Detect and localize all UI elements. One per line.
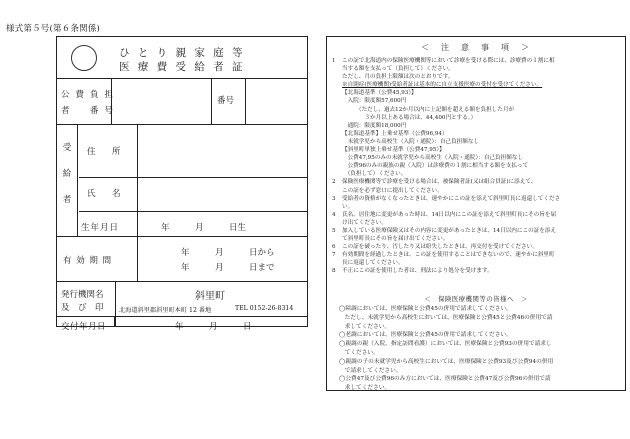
divider — [111, 79, 112, 124]
note-line: 公費47,95のみの未就学児から高校生（入院・通院）：自己負担額なし — [342, 155, 524, 162]
divider — [137, 125, 138, 236]
note-line: 加入している医療保険又はその内容に変更があったときは、14日以内にこの証を添え — [342, 227, 557, 234]
section2-line: ただし、未就学児から高校生においては、医療保険と公費45と公費46の併用で請 — [339, 314, 553, 321]
section2-line: ◯障調においては、医療保険と公費45の併用で請求してください。 — [339, 306, 512, 312]
recipient-row — [57, 125, 307, 237]
recipient-certificate-card — [56, 36, 308, 332]
note-line: ※自閉症(医療機関)受給者証は基本的に自立支援医療の受付を受けてください。 — [342, 82, 543, 89]
note-line: 未就学児から高校生（入院・通院）：自己負担額なし — [342, 138, 480, 145]
note-item — [332, 89, 621, 178]
issuer-label: 発行機関名 — [61, 290, 104, 300]
title-row — [57, 37, 307, 79]
notes-list — [332, 57, 621, 276]
medical-institutions-notes — [339, 305, 621, 393]
note-line: この証を破ったり、汚したり又は紛失したときは、再交付を受けてください。 — [342, 244, 538, 251]
note-item — [332, 243, 621, 251]
section2-line: ◯親調の子の未就学児から高校生においては、医療保険と公費93及び公費94の併用 — [339, 358, 554, 365]
note-item — [332, 267, 621, 275]
note-item — [332, 211, 621, 227]
name-label: 氏 名 — [87, 189, 125, 199]
note-number: 8 — [332, 268, 336, 275]
divider — [79, 211, 307, 212]
note-line: （負担して）ください。 — [342, 171, 407, 178]
note-number: 3 — [332, 195, 336, 202]
payer-number-row — [57, 79, 307, 125]
note-line: この証で北海道内の保険医療機関等において診療を受ける際には、診療費の１割に相 — [342, 58, 555, 64]
divider — [114, 316, 115, 327]
note-line: 不正にこの証を使用した者は、刑法により処分を受けます。 — [342, 268, 493, 275]
note-line: 【北海道基準】上乗せ基準（公費96,94） — [342, 130, 448, 137]
issuer-tel: TEL 0152-26-8314 — [235, 305, 294, 312]
note-item — [332, 178, 621, 194]
issuer-name: 斜里町 — [195, 291, 225, 302]
note-line: 入院：限度額57,600円 — [342, 98, 407, 105]
section2-line: 求してください。 — [339, 323, 391, 330]
note-item — [332, 57, 621, 81]
section2-line: で請求してください。 — [339, 367, 402, 374]
note-line: 受給者の資格がなくなったときは、速やかにこの証を添えて斜里町長に返還してくださ — [342, 195, 561, 202]
note-number: 1 — [332, 58, 336, 64]
note-number: 7 — [332, 252, 336, 259]
note-line: 長に返還してください。 — [342, 260, 404, 267]
note-line: 当する額を支払って（負担して）ください。 — [342, 66, 454, 73]
validity-from: 年 月 日から — [181, 248, 275, 258]
note-item — [332, 81, 621, 89]
note-item — [332, 227, 621, 243]
section2-line: 求してください。 — [339, 385, 391, 392]
divider — [77, 125, 78, 236]
birthdate-value: 年 月 日生 — [161, 223, 247, 233]
address-label: 住 所 — [87, 147, 125, 157]
notes-title: ＜ 注 意 事 項 ＞ — [421, 43, 531, 52]
validity-to: 年 月 日まで — [181, 263, 275, 273]
medical-institutions-title: ＜ 保険医療機関等の皆様へ ＞ — [424, 295, 528, 303]
note-line: て斜里町長にその旨を届け出てください。 — [342, 236, 449, 243]
note-number: 5 — [332, 227, 336, 234]
birthdate-label: 生年月日 — [81, 223, 120, 233]
recipient-label: 受給者 — [62, 143, 72, 205]
divider — [211, 79, 212, 124]
note-line: 氏名、居住地に変更があった時は、14日以内にこの証を添えて斜里町長にその旨を届 — [342, 211, 557, 218]
note-line: い。 — [342, 203, 354, 210]
note-line: ３か月以上ある場合は、44,400円とする。） — [342, 114, 477, 121]
divider — [137, 237, 138, 281]
note-line: 通院：限度額18,000円 — [342, 122, 407, 129]
issuer-row — [57, 282, 307, 317]
note-item — [332, 251, 621, 267]
note-line: 保険医療機関等で診療を受ける場合は、被保険者証(又は組合員証)に添えて、 — [342, 179, 537, 186]
note-line: 【斜里町単独上乗せ基準（公費47,95）】 — [342, 147, 445, 154]
issuer-label-2: 及 び 印 — [61, 303, 104, 313]
certificate-title-line1: ひ と り 親 家 庭 等 — [118, 47, 246, 59]
section2-line: ◯老調においては、医療保険と公費45の併用で請求してください。 — [339, 332, 512, 339]
note-line: ただし、月の負担上限額は次のとおりです。 — [342, 74, 454, 81]
section2-line: ◯公費47及び公費96のみ方においては、医療保険と公費47及び公費96の併用で請 — [339, 376, 551, 383]
validity-label: 有 効 期 間 — [63, 256, 113, 266]
form-number: 様式第５号(第６条関係) — [6, 24, 101, 34]
divider — [115, 282, 116, 316]
note-number: 2 — [332, 179, 336, 186]
delivery-date-value: 年 月 日 — [175, 322, 252, 332]
note-item — [332, 195, 621, 211]
notes-panel — [326, 36, 626, 391]
payer-number-label: 公費負担 — [61, 90, 120, 100]
note-number: 4 — [332, 211, 336, 218]
section2-line: ◯親調の親（入院、指定訪問看護）においては、医療保険と公費93の併用で請求し — [339, 341, 552, 348]
divider — [245, 79, 246, 124]
note-line: け出てください。 — [342, 219, 387, 226]
certificate-title-line2: 医 療 費 受 給 者 証 — [118, 61, 246, 73]
payer-number-label-2: 者 番号 — [61, 106, 120, 116]
delivery-date-label: 交付年月日 — [61, 322, 107, 332]
note-number: 6 — [332, 244, 336, 251]
note-line: 【北海道基準（公費45,93）】 — [342, 90, 417, 97]
note-line: 有効期間を経過したときは、この証を使用することはできないので、速やかに斜里町 — [342, 252, 555, 259]
validity-row — [57, 237, 307, 282]
divider — [115, 317, 116, 327]
note-line: 公費96のみの親族の親（入院）は診療費の１割に相当する額を支払って — [342, 163, 529, 170]
issuer-address: 北海道斜里郡斜里町本町 12 番地 — [119, 307, 212, 314]
section2-line: てください。 — [339, 349, 379, 356]
note-line: （ただし、過去12か月以内に上記額を超える額を負担した月が — [342, 106, 515, 113]
recipient-number-label: 番号 — [217, 96, 235, 106]
note-line: この証を必ず窓口に提出してください。 — [342, 187, 443, 194]
divider — [79, 177, 307, 178]
